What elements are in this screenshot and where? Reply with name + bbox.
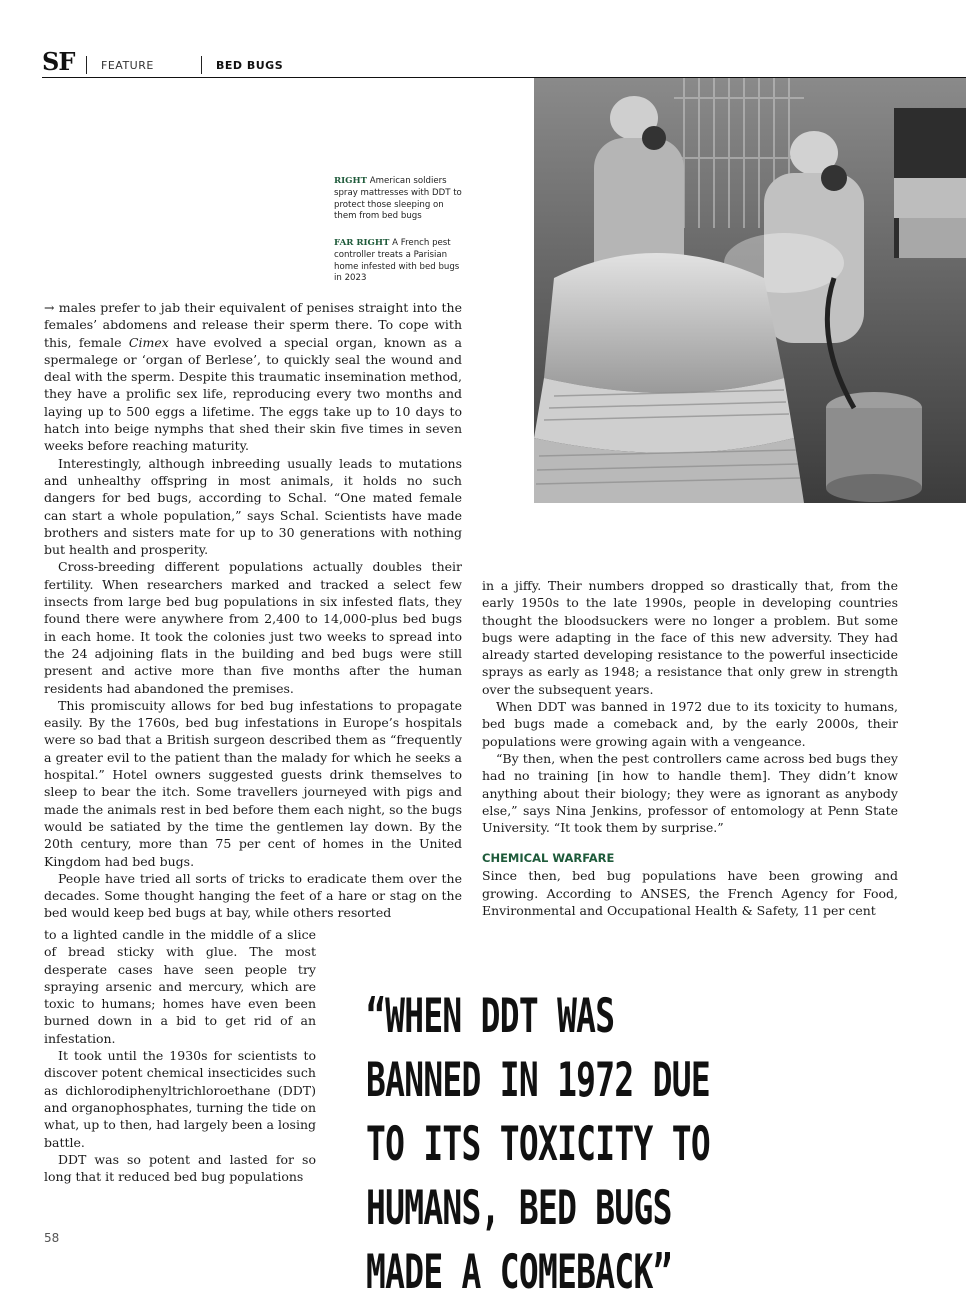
caption-text: American soldiers spray mattresses with DDT to protect those sleeping on them from bed bugs (334, 176, 462, 222)
caption-label: RIGHT (334, 176, 368, 186)
paragraph: It took until the 1930s for scientists to discover potent chemical insecticides such as dichlorodiphenyltrichloroethane (DDT) and organophosphates, turning the tide on what, up to then, had largely been a losing battle. (44, 1048, 316, 1150)
paragraph (44, 299, 462, 455)
body-column-left (44, 299, 462, 922)
paragraph: in a jiffy. Their numbers dropped so drastically that, from the early 1950s to the late 1990s, people in developing countries thought the bloodsuckers were no longer a problem. But some bugs were adapting in the face of this new adversity. They had already started developing resistance to the powerful insecticide sprays as early as 1948; a resistance that only grew in strength over the subsequent years. (482, 578, 898, 697)
paragraph: Interestingly, although inbreeding usually leads to mutations and unhealthy offspring in most animals, it holds no such dangers for bed bugs, according to Schal. “One mated female can start a whole population,” says Schal. Scientists have made brothers and sisters mate for up to 30 generations with nothing but health and prosperity. (44, 455, 462, 558)
paragraph: People have tried all sorts of tricks to eradicate them over the decades. Some thought hanging the feet of a hare or stag on the bed would keep bed bugs at bay, while others resorted (44, 870, 462, 921)
caption-text: A French pest controller treats a Parisian home infested with bed bugs in 2023 (334, 238, 460, 284)
feature-photo (534, 78, 966, 503)
paragraph: Cross-breeding different populations actually doubles their fertility. When researchers marked and tracked a select few insects from large bed bug populations in six infested flats, they found there were anywhere from 2,400 to 14,000-plus bed bugs in each home. It took the colonies just two weeks to spread into the 24 adjoining flats in the building and bed bugs were still present and active more than five months after the human residents had abandoned the premises. (44, 559, 462, 696)
body-column-left-narrow (44, 926, 316, 1185)
text-run: have evolved a special organ, known as a spermalege or ‘organ of Berlese’, to quickly seal the wound and deal with the sperm. Despite this traumatic insemination method, they have a prolific sex life, reproducing every two months and laying up to 500 eggs a lifetime. The eggs take up to 10 days to hatch into beige nymphs that shed their skin five times in seven weeks before reaching maturity. (44, 334, 462, 454)
paragraph: DDT was so potent and lasted for so long that it reduced bed bug populations (44, 1151, 316, 1185)
caption-far-right (334, 238, 466, 285)
italic-term: Cimex (128, 334, 169, 350)
text-run: → males prefer to jab their equivalent of penises straight into the females’ abdomens and release their sperm there. To cope with this, female (44, 300, 462, 350)
pull-quote: “WHEN DDT WAS BANNED IN 1972 DUE TO ITS TOXICITY TO HUMANS, BED BUGS MADE A COMEBACK” (366, 989, 710, 1300)
header-divider (201, 56, 202, 74)
paragraph: to a lighted candle in the middle of a slice of bread sticky with glue. The most desperate cases have seen people try spraying arsenic and mercury, which are toxic to humans; homes have even been burned down in a bid to get rid of an infestation. (44, 927, 316, 1046)
body-column-right (482, 577, 898, 919)
paragraph: Since then, bed bug populations have been growing and growing. According to ANSES, the French Agency for Food, Environmental and Occupational Health & Safety, 11 per cent (482, 868, 898, 919)
caption-label: FAR RIGHT (334, 238, 390, 248)
paragraph: This promiscuity allows for bed bug infestations to propagate easily. By the 1760s, bed bug infestations in Europe’s hospitals were so bad that a British surgeon described them as “frequently a greater evil to the patient than the malady for which he seeks a hospital.” Hotel owners suggested guests drink themselves to sleep to bear the itch. Some travellers journeyed with pigs and made the animals rest in bed before them each night, so the bugs would be satiated by the time the gentlemen lay down. By the 20th century, more than 75 per cent of homes in the United Kingdom had bed bugs. (44, 697, 462, 869)
page-number: 58 (44, 1231, 60, 1245)
paragraph: When DDT was banned in 1972 due to its toxicity to humans, bed bugs made a comeback and, by the early 2000s, their populations were growing again with a vengeance. (482, 699, 898, 749)
topic-label: BED BUGS (216, 59, 284, 72)
header-divider (86, 56, 87, 74)
magazine-logo: SF (42, 47, 75, 76)
section-subhead: CHEMICAL WARFARE (482, 851, 615, 866)
caption-right (334, 176, 466, 223)
photo-illustration (534, 78, 966, 503)
paragraph: “By then, when the pest controllers came across bed bugs they had no training [in how to handle them]. They didn’t know anything about their biology; they were as ignorant as anybody else,” says Nina Jenkins, professor of entomology at Penn State University. “It took them by surprise.” (482, 750, 898, 836)
section-label: FEATURE (101, 59, 154, 72)
